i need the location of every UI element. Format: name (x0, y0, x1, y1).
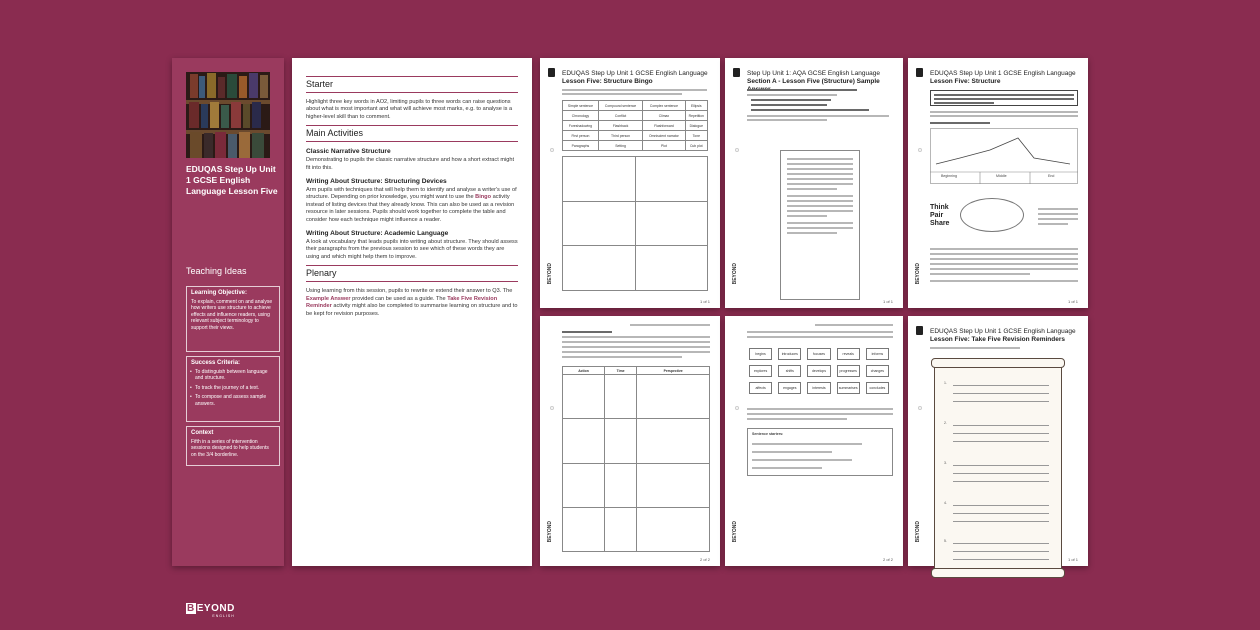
bingo-cell: Complex sentence (643, 101, 685, 111)
vocabulary-word: changes (866, 365, 889, 377)
header-line: EDUQAS Step Up Unit 1 GCSE English Language (562, 70, 708, 77)
vocabulary-word: informs (866, 348, 889, 360)
text-line (1038, 223, 1068, 225)
criteria-item: • To distinguish between language and structure. (191, 369, 275, 382)
grid-line (563, 201, 707, 202)
text-line (930, 280, 1078, 282)
header-line: EDUQAS Step Up Unit 1 GCSE English Language (930, 70, 1076, 77)
header-title: Lesson Five: Structure Bingo (562, 78, 653, 85)
vocabulary-word: summarises (837, 382, 860, 394)
teaching-notes-page (292, 58, 532, 566)
text-line (747, 119, 827, 121)
activity-title: Classic Narrative Structure (306, 148, 391, 156)
activity-title: Writing About Structure: Academic Language (306, 230, 449, 238)
bingo-table (562, 100, 708, 151)
objective-heading: Learning Objective: (191, 290, 248, 296)
text-line (930, 258, 1078, 260)
text-line (752, 467, 822, 469)
writing-line (953, 481, 1049, 482)
header-line: EDUQAS Step Up Unit 1 GCSE English Language (930, 328, 1076, 335)
header-title: Lesson Five: Take Five Revision Reminders (930, 336, 1065, 343)
text-line (562, 336, 710, 338)
side-logo: BEYOND (732, 263, 738, 285)
punch-hole (735, 406, 739, 410)
text-line (787, 195, 853, 197)
table-cell (605, 463, 637, 507)
side-logo: BEYOND (915, 521, 921, 543)
box-title: Sentence starters: (752, 432, 784, 436)
column-header: Perspective (637, 367, 710, 375)
logo-word: EYOND (196, 603, 235, 614)
table-cell (563, 375, 605, 419)
table-cell (605, 507, 637, 551)
header-line: Step Up Unit 1: AQA GCSE English Language (747, 70, 880, 77)
cover-panel (172, 58, 284, 618)
writing-line (953, 521, 1049, 522)
logo-letter: B (187, 603, 195, 614)
logo-mark (916, 326, 923, 335)
bingo-cell: Tone (685, 131, 707, 141)
text-line (815, 324, 893, 326)
book-spine (239, 76, 247, 98)
book-spine (190, 74, 198, 98)
text-line (930, 347, 1020, 349)
header-title: Lesson Five: Structure (930, 78, 1001, 85)
main-activities-heading: Main Activities (306, 125, 518, 142)
vocabulary-word: focuses (807, 348, 830, 360)
text-line (787, 183, 853, 185)
text-run: activity might also be completed to summarise learning on structure and to be kept for revision purposes. (306, 303, 518, 317)
side-logo: BEYOND (915, 263, 921, 285)
column-header: Time (605, 367, 637, 375)
page-number: 1 of 1 (1067, 299, 1078, 304)
text-line (930, 111, 1078, 113)
side-logo: BEYOND (732, 521, 738, 543)
worksheet-header (562, 70, 708, 86)
text-line (752, 459, 852, 461)
bingo-cell: Compound sentence (598, 101, 642, 111)
table-cell (563, 463, 605, 507)
text-line (747, 413, 893, 415)
logo-mark (916, 68, 923, 77)
thought-cloud (960, 198, 1024, 232)
text-line (787, 227, 853, 229)
page-number: 1 of 1 (882, 299, 893, 304)
book-spine (252, 102, 261, 128)
table-cell (605, 375, 637, 419)
book-spine (231, 102, 241, 128)
bingo-row (563, 121, 708, 131)
text-line (1038, 208, 1078, 210)
text-line (787, 210, 853, 212)
worksheet-writing-about-structure (540, 316, 720, 566)
writing-line (953, 441, 1049, 442)
book-spine (239, 132, 250, 158)
bingo-cell: Chronology (563, 111, 599, 121)
worksheet-header (930, 328, 1076, 344)
text-run: provided can be used as a guide. The (350, 295, 448, 302)
text-line (930, 248, 1078, 250)
item-number: 3. (944, 461, 947, 465)
text-line (787, 200, 853, 202)
text-line (787, 188, 837, 190)
bingo-cell: Dialogue (685, 121, 707, 131)
context-heading: Context (191, 430, 214, 436)
text-line (930, 253, 1078, 255)
bingo-row (563, 101, 708, 111)
page-number: 1 of 1 (699, 299, 710, 304)
book-spine (260, 75, 268, 98)
vocabulary-grid (749, 348, 889, 394)
grid-line (563, 245, 707, 246)
writing-line (953, 473, 1049, 474)
success-criteria-box (186, 356, 280, 422)
text-line (751, 104, 827, 106)
logo-mark (733, 68, 740, 77)
bingo-cell: Foreshadowing (563, 121, 599, 131)
text-line (1038, 218, 1078, 220)
text-line (562, 346, 710, 348)
worksheet-take-five (908, 316, 1088, 566)
vocabulary-word: develops (807, 365, 830, 377)
worksheet-structure-bingo (540, 58, 720, 308)
writing-line (953, 385, 1049, 386)
text-line (930, 263, 1078, 265)
context-box (186, 426, 280, 466)
writing-line (953, 433, 1049, 434)
bingo-cell: Flashforward (643, 121, 685, 131)
side-logo: BEYOND (547, 521, 553, 543)
vocabulary-word: engages (778, 382, 801, 394)
text-line (747, 331, 893, 333)
text-run: Using learning from this session, pupils to rewrite or extend their answer to Q3. The (306, 288, 513, 295)
writing-line (953, 393, 1049, 394)
header-title: Section A - Lesson Five (Structure) Sample (747, 78, 880, 85)
text-line (747, 408, 893, 410)
text-line (747, 418, 847, 420)
item-number: 5. (944, 539, 947, 543)
learning-objective-box (186, 286, 280, 352)
book-spine (218, 77, 225, 98)
vocabulary-word: shifts (778, 365, 801, 377)
starter-text: Highlight three key words in AO2, limiting pupils to three words can raise questions about what is most important and what will achieve most marks, e.g. to analyse is a higher-level skill than to comment. (306, 99, 513, 120)
item-number: 2. (944, 421, 947, 425)
bingo-cell: Third person (598, 131, 642, 141)
vocabulary-word: explores (749, 365, 772, 377)
bingo-cell: First person (563, 131, 599, 141)
text-line (562, 351, 710, 353)
revision-scroll (934, 362, 1062, 574)
bingo-grid-empty (562, 156, 708, 291)
table-cell (637, 463, 710, 507)
book-spine (190, 132, 202, 158)
writing-line (953, 401, 1049, 402)
example-answer-highlight: Example Answer (306, 295, 351, 302)
vocabulary-word: concludes (866, 382, 889, 394)
bingo-cell: Cub plot (685, 141, 707, 151)
text-line (934, 98, 1074, 100)
vocabulary-word: reveals (837, 348, 860, 360)
text-line (787, 168, 853, 170)
logo-sub: ENGLISH (212, 614, 235, 618)
text-line (752, 451, 832, 453)
table-cell (637, 507, 710, 551)
text-line (630, 324, 710, 326)
worksheet-academic-language (725, 316, 903, 566)
writing-line (953, 543, 1049, 544)
logo-mark (548, 68, 555, 77)
text-line (934, 94, 1074, 96)
bingo-cell: Repetition (685, 111, 707, 121)
book-spine (227, 74, 237, 98)
side-logo: BEYOND (547, 263, 553, 285)
text-line (930, 115, 1078, 117)
book-spine (243, 104, 250, 128)
writing-line (953, 505, 1049, 506)
table-cell (563, 419, 605, 463)
table-cell (605, 419, 637, 463)
text-line (787, 222, 853, 224)
text-line (562, 341, 710, 343)
page-number: 2 of 2 (882, 557, 893, 562)
criteria-item: • To compose and assess sample answers. (191, 394, 275, 407)
vocabulary-word: introduces (778, 348, 801, 360)
text-line (930, 268, 1078, 270)
ao2-box (930, 90, 1078, 106)
bingo-cell: Paragraphs (563, 141, 599, 151)
bingo-row (563, 131, 708, 141)
book-spine (207, 73, 216, 98)
text-line (787, 158, 853, 160)
book-spine (201, 104, 208, 128)
criteria-heading: Success Criteria: (191, 360, 241, 366)
worksheet-sample-answer (725, 58, 903, 308)
text-line (930, 273, 1030, 275)
vocabulary-word: affects (749, 382, 772, 394)
vocabulary-word: interests (807, 382, 830, 394)
text-line (787, 215, 827, 217)
book-spine (204, 133, 213, 158)
structure-table (562, 366, 710, 552)
text-line (787, 232, 837, 234)
text-line (751, 109, 869, 111)
item-number: 4. (944, 501, 947, 505)
book-spine (215, 132, 226, 158)
beyond-logo (186, 603, 235, 618)
bingo-cell: Setting (598, 141, 642, 151)
text-line (751, 99, 831, 101)
punch-hole (550, 148, 554, 152)
cover-title: EDUQAS Step Up Unit 1 GCSE English Language Lesson Five (186, 164, 278, 196)
objective-text: To explain, comment on and analyse how writers use structure to achieve effects and influence readers, using relevant subject terminology to support their views. (191, 298, 273, 331)
book-spine (252, 133, 264, 158)
text-line (747, 94, 837, 96)
activity-text: A look at vocabulary that leads pupils into writing about structure. They should assess their paragraphs from the previous session to see which of these words they are using and which might help them to improve. (306, 239, 518, 260)
criteria-item: • To track the journey of a text. (191, 385, 275, 392)
table-cell (563, 507, 605, 551)
text-line (562, 331, 612, 333)
writing-line (953, 425, 1049, 426)
book-spine (228, 134, 237, 158)
text-line (787, 205, 853, 207)
text-line (934, 102, 994, 104)
text-line (747, 115, 889, 117)
bingo-cell: Climax (643, 111, 685, 121)
text-line (930, 122, 990, 124)
axis-label: Middle (996, 174, 1007, 178)
bingo-row (563, 111, 708, 121)
punch-hole (550, 406, 554, 410)
text-line (562, 356, 682, 358)
writing-line (953, 559, 1049, 560)
bingo-highlight: Bingo (475, 194, 492, 201)
punch-hole (918, 148, 922, 152)
sentence-starters-box (747, 428, 893, 476)
page-number: 2 of 2 (699, 557, 710, 562)
book-spine (249, 73, 258, 98)
think-pair-share: Think Pair Share (930, 204, 950, 227)
punch-hole (735, 148, 739, 152)
writing-line (953, 551, 1049, 552)
text-line (747, 89, 857, 91)
starter-heading: Starter (306, 76, 518, 93)
text-line (752, 443, 862, 445)
bingo-cell: Simple sentence (563, 101, 599, 111)
take-five-highlight: Take Five Revision Reminder (306, 295, 498, 310)
plenary-text (306, 288, 518, 318)
bingo-cell: Ellipsis (685, 101, 707, 111)
book-spine (199, 76, 205, 98)
axis-label: End (1048, 174, 1055, 178)
criteria-list (191, 369, 275, 408)
worksheet-header (930, 70, 1076, 86)
writing-line (953, 513, 1049, 514)
punch-hole (918, 406, 922, 410)
plenary-heading: Plenary (306, 265, 518, 282)
vocabulary-word: progresses (837, 365, 860, 377)
vocabulary-word: begins (749, 348, 772, 360)
book-spine (221, 105, 229, 128)
table-cell (637, 375, 710, 419)
activity-text: Demonstrating to pupils the classic narrative structure and how a short extract might fit into this. (306, 157, 514, 171)
column-header: Action (563, 367, 605, 375)
book-spine (189, 102, 199, 128)
context-text: Fifth in a series of intervention sessions designed to help students on the 3/4 borderline. (191, 438, 269, 458)
text-line (1038, 213, 1078, 215)
text-line (787, 173, 853, 175)
books-image (186, 72, 270, 158)
item-number: 1. (944, 381, 947, 385)
bingo-cell: Plot (643, 141, 685, 151)
text-line (562, 89, 707, 91)
worksheet-structure (908, 58, 1088, 308)
bingo-cell: Conflict (598, 111, 642, 121)
text-line (747, 336, 893, 338)
text-run: Arm pupils with techniques that will help them to identify and analyse a writer's use of structure. Depending on prior knowledge, you might want to use the (306, 187, 517, 201)
axis-label: Beginning (941, 174, 957, 178)
bingo-row (563, 141, 708, 151)
activity-title: Writing About Structure: Structuring Devices (306, 178, 447, 186)
book-spine (210, 102, 219, 128)
cover-subtitle: Teaching Ideas (186, 266, 247, 276)
bingo-cell: Omniscient narrator (643, 131, 685, 141)
text-line (787, 163, 853, 165)
bingo-cell: Flashback (598, 121, 642, 131)
text-run: activity instead of listing devices that they already know. This can also be used as a revision resource in later sessions. Pupils should work together to complete the table and consider how each technique might influence a reader. (306, 194, 515, 223)
page-number: 1 of 1 (1067, 557, 1078, 562)
grid-line (635, 157, 636, 290)
writing-line (953, 465, 1049, 466)
text-line (562, 93, 682, 95)
activity-text (306, 187, 518, 224)
text-line (787, 178, 853, 180)
table-cell (637, 419, 710, 463)
